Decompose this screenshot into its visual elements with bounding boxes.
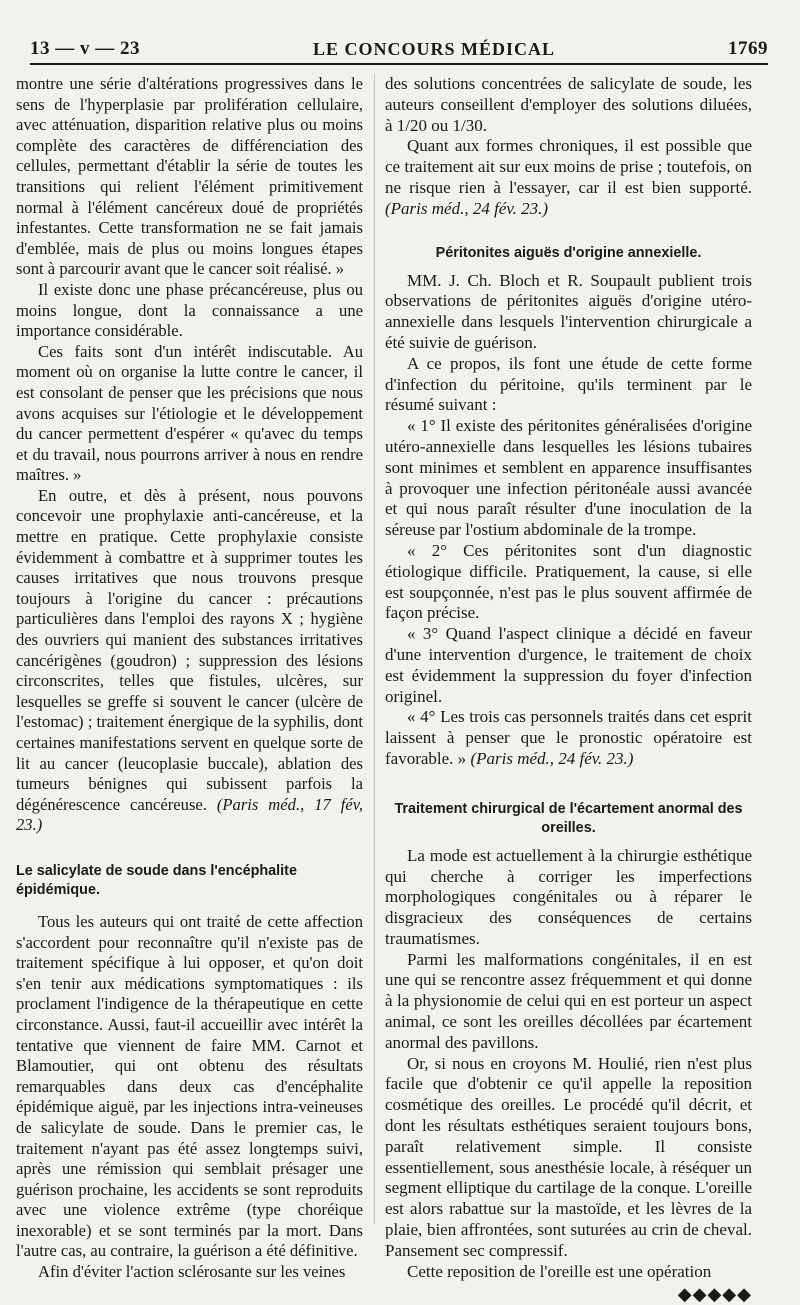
continuation-mark: ◆◆◆◆◆ — [677, 1284, 752, 1305]
paragraph-text: « 4° Les trois cas personnels traités dans cet esprit laissent à penser que le pronostic opératoire est favorable. » — [385, 707, 752, 768]
paragraph: des solutions concentrées de salicylate de soude, les auteurs conseillent d'employer des solutions diluées, à 1/20 ou 1/30. — [385, 74, 752, 135]
paragraph: Cette reposition de l'oreille est une opération — [407, 1261, 712, 1281]
citation: (Paris méd., 24 fév. 23.) — [385, 198, 549, 218]
paragraph: Tous les auteurs qui ont traité de cette affection s'accordent pour reconnaître qu'il n'existe pas de traitement spécifique à lui opposer, et qu'on doit s'en tenir aux médications symptomatiques : ils proclament l'indigence de la thérapeutique en cette circonstance. Aussi, faut-il accueillir avec intérêt la tentative que viennent de faire MM. Carnot et Blamoutier, qui ont obtenu des résultats remarquables dans deux cas d'encéphalite épidémique aiguë, par les injections intra-veineuses de salicylate de soude. Dans le premier cas, le traitement n'ayant pas été assez longtemps suivi, après une rémission qui semblait présager une guérison prochaine, les accidents se sont reproduits avec une violence extrême (type choréique inexorable) et se sont terminés par la mort. Dans l'autre cas, au contraire, la guérison a été définitive. — [16, 911, 363, 1261]
section-heading: Traitement chirurgical de l'écartement anormal des oreilles. — [394, 800, 743, 836]
paragraph: montre une série d'altérations progressives dans le sens de l'hyperplasie par prolifération cellulaire, avec atténuation, disparition relative plus ou moins complète des caractères de différenciation des cellules, permettant d'établir la série de toutes les transitions qui relient l'élément primitivement normal à l'élément cancéreux doué de propriétés infestantes. Cette transformation ne se fait jamais d'emblée, mais de plus ou moins longues étapes sont à parcourir avant que le cancer soit réalisé. » — [16, 74, 363, 279]
paragraph: La mode est actuellement à la chirurgie esthétique qui cherche à corriger les imperfections morphologiques congénitales ou à réparer le disgracieux des conséquences de certains traumatismes. — [385, 845, 752, 948]
journal-title: LE CONCOURS MÉDICAL — [312, 39, 556, 59]
paragraph: Afin d'éviter l'action sclérosante sur les veines — [38, 1262, 346, 1282]
section-heading: Le salicylate de soude dans l'encéphalite épidémique. — [16, 862, 297, 898]
paragraph: MM. J. Ch. Bloch et R. Soupault publient trois observations de péritonites aiguës d'origine utéro-annexielle dans lesquels l'intervention chirurgicale a été suivie de guérison. — [385, 270, 752, 352]
page-header — [30, 34, 768, 65]
citation: (Paris méd., 24 fév. 23.) — [470, 748, 634, 768]
citation: (Paris méd., 17 fév, 23.) — [16, 794, 363, 835]
paragraph-text: En outre, et dès à présent, nous pouvons concevoir une prophylaxie anti-cancéreuse, et la mettre en pratique. Cette prophylaxie consiste évidemment à combattre et à supprimer toutes les causes irritatives que nous trouvons presque toujours à l'origine du cancer : précautions particulières dans l'emploi des rayons X ; hygiène des ouvriers qui manient des substances irritatives cancérigènes (goudron) ; suppression des lésions circonscrites, telles que fistules, ulcères, sur lesquelles se greffe si souvent le cancer (ulcère de l'estomac) ; traitement énergique de la syphilis, dont certaines manifestations servent en quelque sorte de lit au cancer (leucoplasie buccale), ablation des tumeurs bénignes qui subissent parfois la dégénérescence cancéreuse. — [16, 485, 363, 814]
paragraph: A ce propos, ils font une étude de cette forme d'infection du péritoine, qu'ils terminent par le résumé suivant : — [385, 353, 752, 415]
right-column — [385, 74, 752, 1305]
page-number: 1769 — [728, 38, 768, 59]
paragraph — [385, 136, 752, 219]
paragraph — [16, 486, 363, 836]
paragraph: Parmi les malformations congénitales, il en est une qui se rencontre assez fréquemment et qui donne à la physionomie de celui qui en est porteur un aspect animal, ce sont les oreilles décollées par écartement anormal des pavillons. — [385, 949, 752, 1052]
paragraph: « 3° Quand l'aspect clinique a décidé en faveur d'une intervention d'urgence, le traitement de choix est évidemment la suppression du foyer d'infection originel. — [385, 624, 752, 706]
paragraph: Ces faits sont d'un intérêt indiscutable. Au moment où on organise la lutte contre le cancer, il est consolant de penser que les précisions que nous avons acquises sur l'étiologie et le développement du cancer permettent d'espérer « qu'avec du temps et du travail, nous pourrons arriver à nous en rendre maîtres. » — [16, 341, 363, 485]
left-column — [16, 74, 363, 1283]
paragraph: « 2° Ces péritonites sont d'un diagnostic étiologique difficile. Pratiquement, la cause, si elle est soupçonnée, n'est pas le plus souvent affirmée de façon précise. — [385, 540, 752, 623]
section-heading: Péritonites aiguës d'origine annexielle. — [435, 244, 702, 261]
paragraph: Or, si nous en croyons M. Houlié, rien n'est plus facile que d'obtenir ce qu'il appelle la reposition cosmétique des oreilles. Le procédé qu'il décrit, et dont les résultats esthétiques seraient toujours bons, paraît relativement simple. Il consiste essentiellement, sous anesthésie locale, à réséquer un segment elliptique du cartilage de la conque. L'oreille est alors rabattue sur la mastoïde, et les lèvres de la plaie, bien affrontées, sont suturées au crin de cheval. Pansement sec compressif. — [385, 1053, 752, 1260]
issue-date: 13 — v — 23 — [30, 38, 140, 59]
column-divider — [374, 74, 375, 1224]
paragraph: « 1° Il existe des péritonites généralisées d'origine utéro-annexielle dans lesquelles les lésions tubaires sont minimes et semblent en apparence insuffisantes à provoquer une infection péritonéale aussi avancée et qui nous paraît résulter d'une inoculation de la séreuse par l'ostium abdominale de la trompe. — [385, 416, 752, 540]
paragraph — [385, 707, 752, 769]
paragraph-text: Quant aux formes chroniques, il est possible que ce traitement ait sur eux moins de prise ; toutefois, on ne risque rien à l'essayer, car il est bien supporté. — [385, 136, 752, 197]
paragraph: Il existe donc une phase précancéreuse, plus ou moins longue, dont la connaissance a une importance considérable. — [16, 279, 363, 341]
